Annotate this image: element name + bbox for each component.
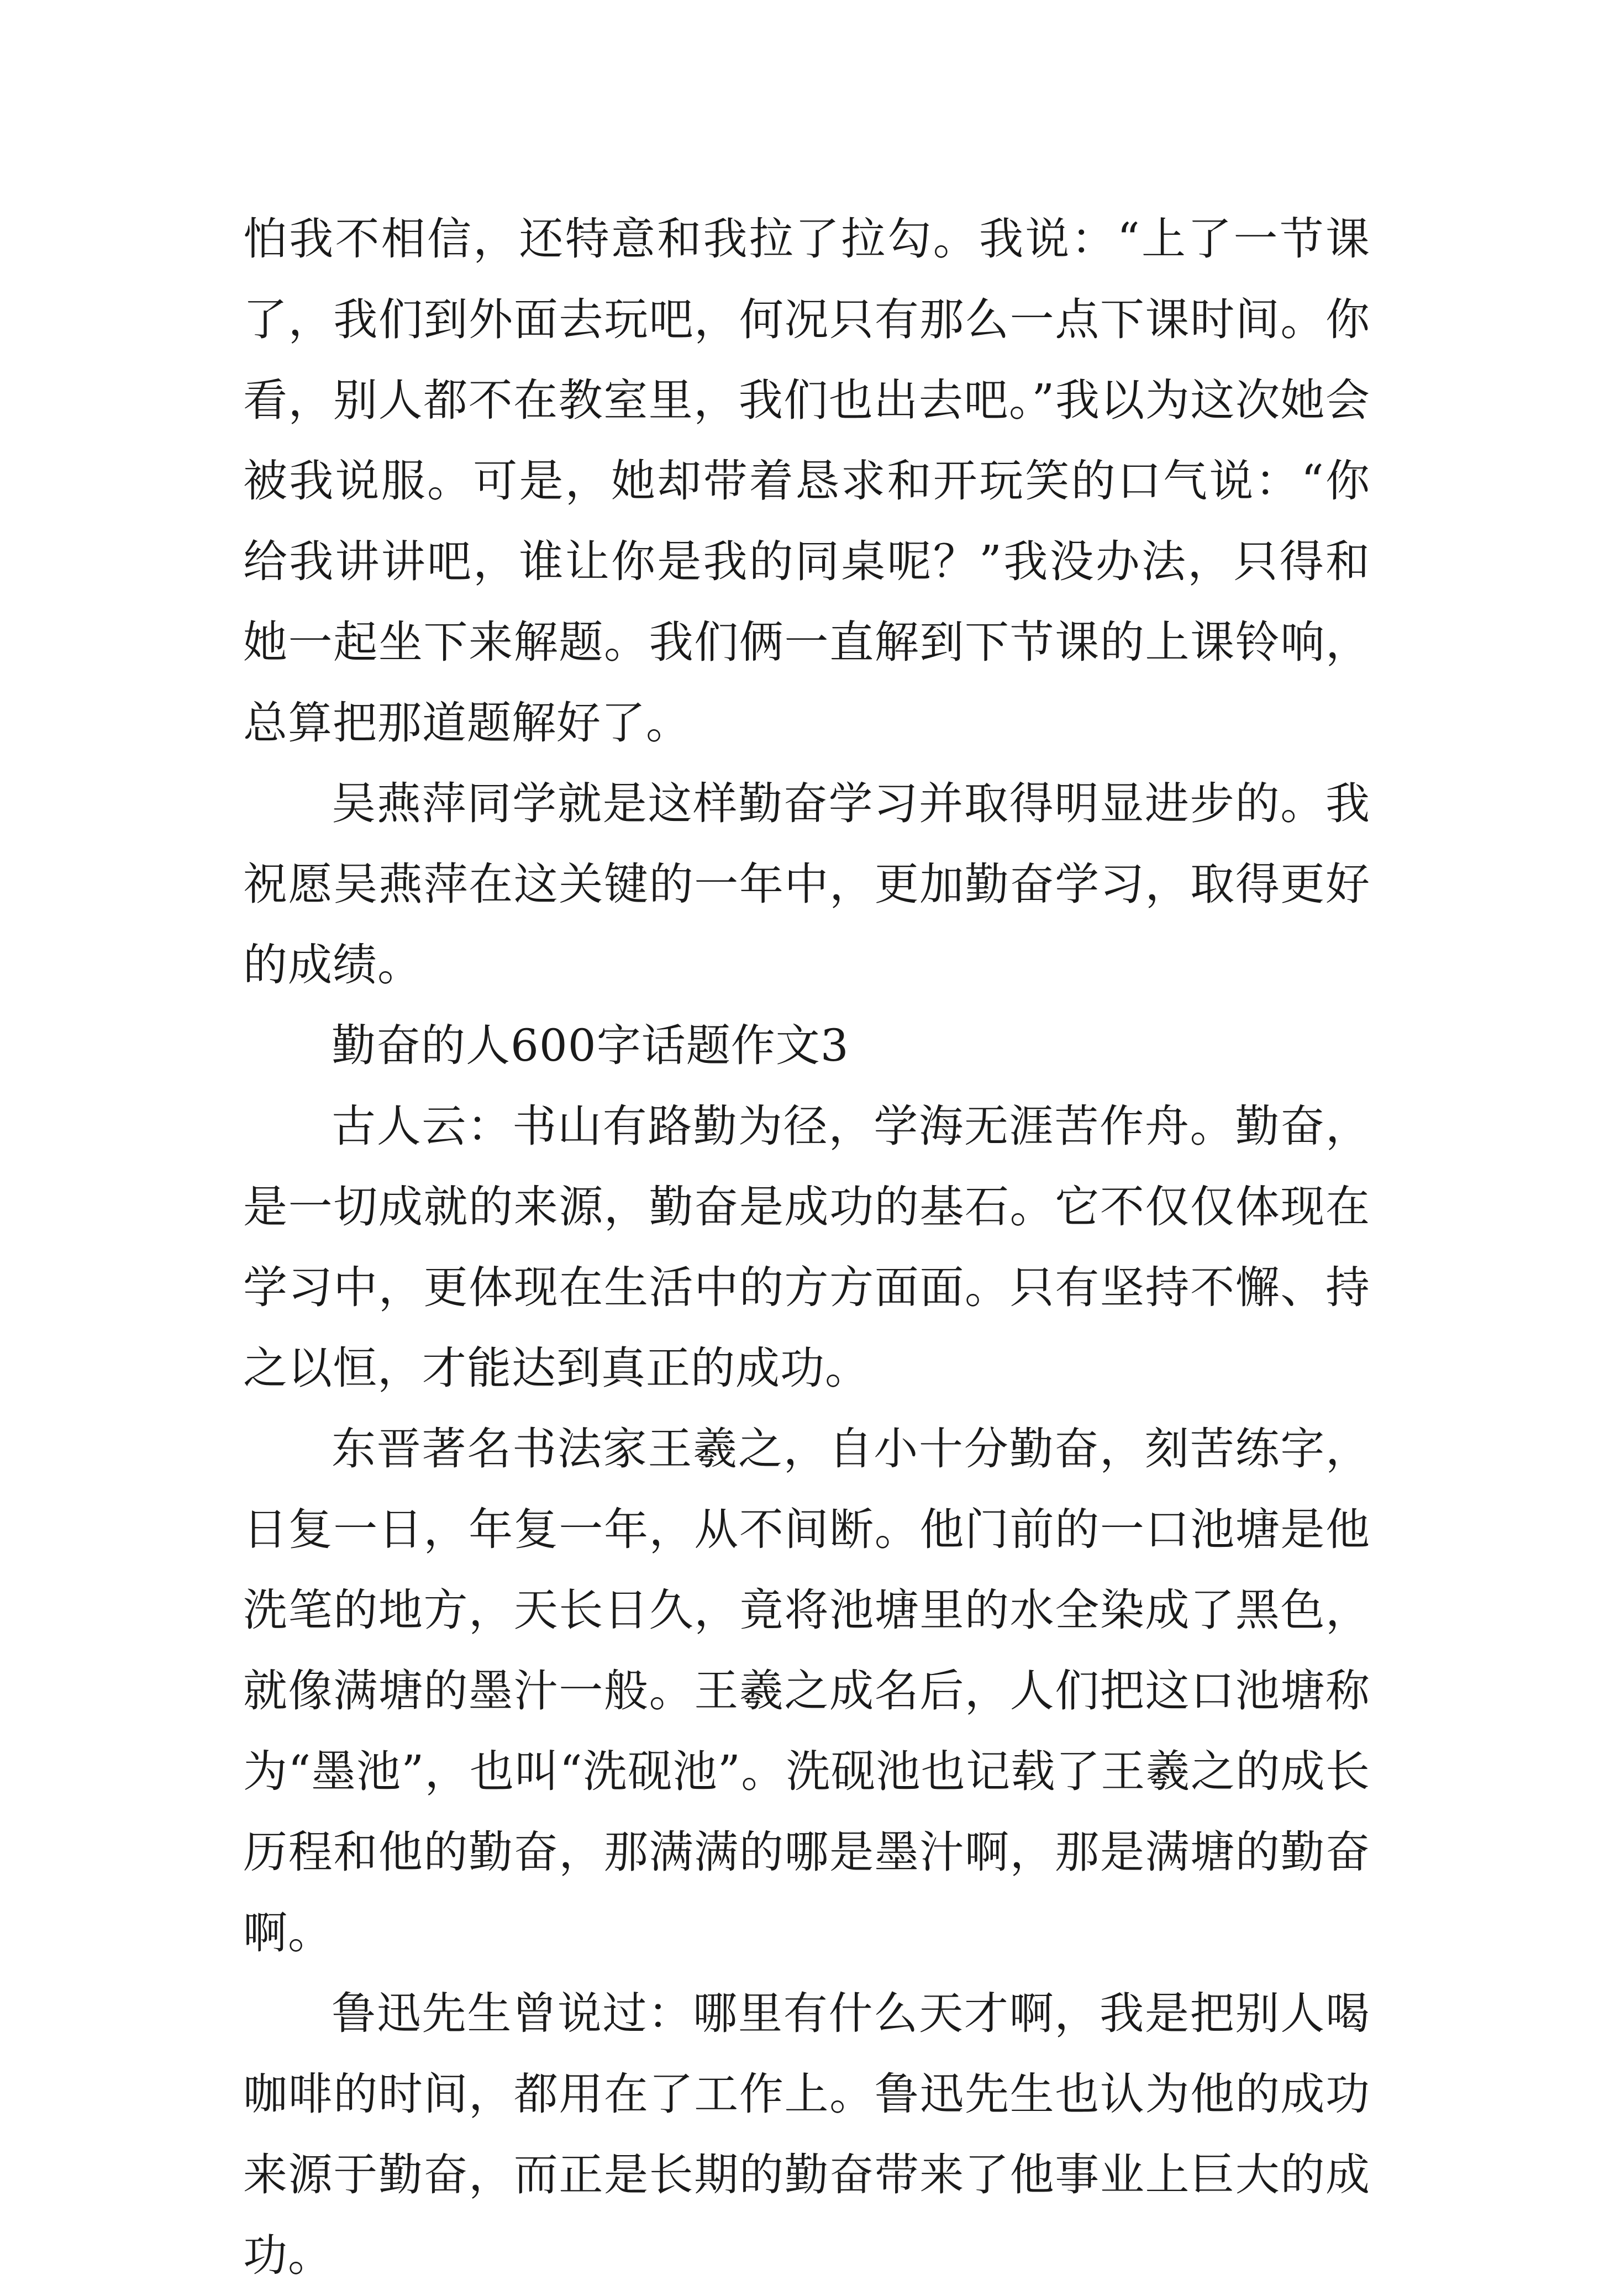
paragraph-lu-xun: 鲁迅先生曾说过：哪里有什么天才啊，我是把别人喝咖啡的时间，都用在了工作上。鲁迅先生也认为他的成功来源于勤奋，而正是长期的勤奋带来了他事业上巨大的成功。 bbox=[243, 1988, 1370, 2281]
paragraph-conclusion: 吴燕萍同学就是这样勤奋学习并取得明显进步的。我祝愿吴燕萍在这关键的一年中，更加勤奋学习，取得更好的成绩。 bbox=[243, 778, 1370, 991]
document-body bbox=[243, 199, 1370, 2296]
paragraph-wang-xizhi: 东晋著名书法家王羲之，自小十分勤奋，刻苦练字，日复一日，年复一年，从不间断。他门前的一口池塘是他洗笔的地方，天长日久，竟将池塘里的水全染成了黑色，就像满塘的墨汁一般。王羲之成名后，人们把这口池塘称为“墨池”，也叫“洗砚池”。洗砚池也记载了王羲之的成长历程和他的勤奋，那满满的哪是墨汁啊，那是满塘的勤奋啊。 bbox=[243, 1423, 1370, 1958]
section-heading: 勤奋的人600字话题作文3 bbox=[332, 1020, 849, 1071]
paragraph-continuation: 怕我不相信，还特意和我拉了拉勾。我说：“上了一节课了，我们到外面去玩吧，何况只有那么一点下课时间。你看，别人都不在教室里，我们也出去吧。”我以为这次她会被我说服。可是，她却带着恳求和开玩笑的口气说：“你给我讲讲吧，谁让你是我的同桌呢？”我没办法，只得和她一起坐下来解题。我们俩一直解到下节课的上课铃响，总算把那道题解好了。 bbox=[243, 213, 1370, 749]
paragraph-intro: 古人云：书山有路勤为径，学海无涯苦作舟。勤奋，是一切成就的来源，勤奋是成功的基石。它不仅仅体现在学习中，更体现在生活中的方方面面。只有坚持不懈、持之以恒，才能达到真正的成功。 bbox=[243, 1100, 1370, 1394]
